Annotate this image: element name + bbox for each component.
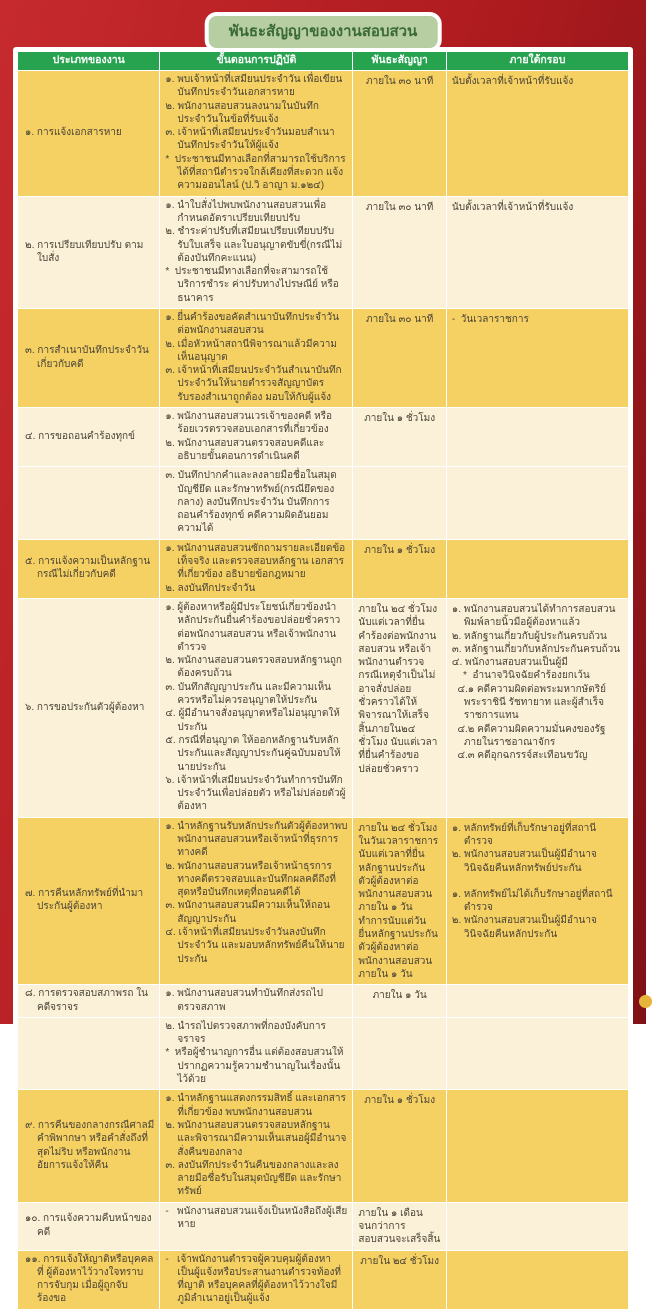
table-body <box>18 70 629 1309</box>
step-line: ๒. พนักงานสอบสวนตรวจสอบหลักฐานถูกต้องครบถ้วน <box>165 655 342 680</box>
framework-line: นับตั้งเวลาที่เจ้าหน้าที่รับแจ้ง <box>451 201 574 213</box>
steps-cell <box>160 309 353 408</box>
framework-cell <box>446 1090 628 1202</box>
framework-line: ๒. พนักงานสอบสวนเป็นผู้มีอำนาจวินิจฉัยคืนหลักทรัพย์ประกัน <box>451 849 597 874</box>
framework-line: ๑. หลักทรัพย์ที่เก็บรักษาอยู่ที่สถานีตำรวจ <box>451 822 597 847</box>
work-type-text: ๕. การแจ้งความเป็นหลักฐาน กรณีไม่เกี่ยวกับคดี <box>25 556 153 581</box>
step-line: ๑. ยื่นคำร้องขอคัดสำเนาบันทึกประจำวันต่อพนักงานสอบสวน <box>165 312 339 337</box>
commitments-table-frame <box>13 47 633 1314</box>
work-type-cell <box>18 1202 160 1250</box>
table-row-9 <box>18 985 629 1018</box>
table-row-13 <box>18 1250 629 1309</box>
framework-cell <box>446 1202 628 1250</box>
steps-cell <box>160 539 353 598</box>
work-type-cell <box>18 985 160 1018</box>
work-type-text: ๘. การตรวจสอบสภาพรถ ในคดีจราจร <box>25 988 148 1013</box>
framework-cell <box>446 1017 628 1089</box>
framework-line: ๔.๓ คดีอุกฉกรรจ์สะเทือนขวัญ <box>451 750 588 762</box>
framework-line: ๔. พนักงานสอบสวนเป็นผู้มี <box>451 657 568 669</box>
framework-line: ๔.๒ คดีความผิดความมั่นคงของรัฐภายในราชอาณาจักร <box>451 723 606 748</box>
framework-cell <box>446 70 628 196</box>
step-line: ๒. ลงบันทึกประจำวัน <box>165 582 256 594</box>
step-line: - พนักงานสอบสวนแจ้งเป็นหนังสือถึงผู้เสียหาย <box>165 1205 348 1230</box>
step-line: ๓. พนักงานสอบสวนมีความเห็นให้ถอนสัญญาประกัน <box>165 900 330 925</box>
table-header-row <box>18 52 629 71</box>
steps-cell <box>160 985 353 1018</box>
steps-cell <box>160 1202 353 1250</box>
steps-cell <box>160 598 353 817</box>
step-line: ๒. พนักงานสอบสวนตรวจสอบหลักฐาน และพิจารณามีความเห็นเสนอผู้มีอำนาจสั่งคืนของกลาง <box>165 1119 347 1158</box>
commitment-text: ภายใน ๓๐ นาที <box>365 201 434 213</box>
table-row-7 <box>18 598 629 817</box>
commitment-cell <box>353 539 446 598</box>
step-line: ๓. บันทึกปากคำและลงลายมือชื่อในสมุดบัญชียึด และรักษาทรัพย์(กรณียึดของกลาง) ลงบันทึกประจำวัน บันทึกการถอนคำร้องทุกข์ คดีความผิดอันยอมความได้ <box>165 470 337 535</box>
step-line: ๒. พนักงานสอบสวนตรวจสอบคดีและอธิบายขั้นตอนการดำเนินคดี <box>165 437 325 462</box>
table-row-1 <box>18 70 629 196</box>
framework-cell <box>446 598 628 817</box>
framework-cell <box>446 539 628 598</box>
column-header-4: ภายใต้กรอบ <box>446 52 628 71</box>
commitment-cell <box>353 196 446 308</box>
work-type-text: ๖. การขอประกันตัวผู้ต้องหา <box>25 701 145 713</box>
page-title: พันธะสัญญาของงานสอบสวน <box>205 12 442 52</box>
step-line: - เจ้าพนักงานตำรวจผู้ควบคุมผู้ต้องหาเป็นผู้แจ้งหรือประสานงานตำรวจท้องที่ ที่ญาติ หรือบุคคลที่ผู้ต้องหาไว้วางใจมีภูมิลำเนาอยู่เป็นผู้แจ้ง <box>165 1253 344 1305</box>
work-type-cell <box>18 817 160 985</box>
table-row-3 <box>18 309 629 408</box>
commitment-cell <box>353 467 446 539</box>
table-row-2 <box>18 196 629 308</box>
steps-cell <box>160 1017 353 1089</box>
column-header-1: ประเภทของงาน <box>18 52 160 71</box>
step-line: ๑. พบเจ้าหน้าที่เสมียนประจำวัน เพื่อเขียนบันทึกประจำวันเอกสารหาย <box>165 73 343 99</box>
commitment-text: ภายใน ๒๔ ชั่วโมงในวันเวลาราชการนับแต่เวลาที่ยื่นหลักฐานประกันตัวผู้ต้องหาต่อพนักงานสอบสวนภายใน ๑ วันทำการนับแต่วัน ยื่นหลักฐานประกันตัวผู้ต้องหาต่อพนักงานสอบสวน ภายใน ๑ วัน <box>358 822 439 980</box>
step-line: ๑. นำหลักฐานแสดงกรรมสิทธิ์ และเอกสารที่เกี่ยวข้อง พบพนักงานสอบสวน <box>165 1093 346 1118</box>
step-line: ๒. ชำระค่าปรับที่เสมียนเปรียบเทียบปรับ รับใบเสร็จ และใบอนุญาตขับขี่(กรณีไม่ต้องบันทึกคะแนน) <box>165 226 343 264</box>
step-line: ๓. เจ้าหน้าที่เสมียนประจำวันมอบสำเนาบันทึกประจำวันให้ผู้แจ้ง <box>165 127 335 152</box>
commitment-cell <box>353 817 446 985</box>
framework-cell <box>446 408 628 467</box>
framework-line: ๒. หลักฐานเกี่ยวกับผู้ประกันครบถ้วน <box>451 630 607 642</box>
commitment-cell <box>353 309 446 408</box>
commitment-text: ภายใน ๓๐ นาที <box>365 314 434 325</box>
commitment-text: ภายใน ๑ วัน <box>372 990 427 1002</box>
steps-cell <box>160 467 353 539</box>
work-type-text: ๔. การขอถอนคำร้องทุกข์ <box>25 431 135 443</box>
table-row-6 <box>18 539 629 598</box>
commitment-cell <box>353 70 446 196</box>
work-type-text: ๑๐. การแจ้งความคืบหน้าของคดี <box>25 1213 152 1238</box>
step-line: ๕. กรณีที่อนุญาต ให้ออกหลักฐานรับหลักประกันและสัญญาประกันคู่ฉบับมอบให้นายประกัน <box>165 734 341 773</box>
column-header-3: พันธะสัญญา <box>353 52 446 71</box>
table-row-8 <box>18 817 629 985</box>
commitment-cell <box>353 1250 446 1309</box>
step-line: ๔. เจ้าหน้าที่เสมียนประจำวันลงบันทึกประจำวัน และมอบหลักทรัพย์คืนให้นายประกัน <box>165 927 345 965</box>
table-row-5 <box>18 467 629 539</box>
commitment-text: ภายใน ๒๔ ชั่วโมง <box>360 1255 440 1267</box>
framework-line: - วันเวลาราชการ <box>451 314 529 325</box>
commitment-text: ภายใน ๑ เดือน จนกว่าการสอบสวนจะเสร็จสิ้น <box>358 1207 441 1246</box>
framework-line: * อำนาจวินิจฉัยคำร้องยกเว้น <box>451 670 590 682</box>
framework-line: ๑. พนักงานสอบสวนได้ทำการสอบสวนพิมพ์ลายนิ้วมือผู้ต้องหาแล้ว <box>451 603 616 629</box>
table-row-12 <box>18 1202 629 1250</box>
framework-line: ๔.๑ คดีความผิดต่อพระมหากษัตริย์ พระราชินี รัชทายาท และผู้สำเร็จราชการแทน <box>451 683 609 722</box>
commitment-text: ภายใน ๑ ชั่วโมง <box>364 544 436 556</box>
work-type-cell <box>18 408 160 467</box>
work-type-cell <box>18 196 160 308</box>
step-line: ๑. ผู้ต้องหาหรือผู้มีประโยชน์เกี่ยวข้องนำหลักประกันยื่นคำร้องขอปล่อยชั่วคราวต่อพนักงานสอบสวน หรือเจ้าพนักงานตำรวจ <box>165 601 341 653</box>
work-type-text: ๒. การเปรียบเทียบปรับ ตามใบสั่ง <box>25 239 144 264</box>
commitment-cell <box>353 598 446 817</box>
commitment-text: ภายใน ๑ ชั่วโมง <box>364 1095 436 1107</box>
framework-line: ๒. พนักงานสอบสวนเป็นผู้มีอำนาจวินิจฉัยคืนหลักประกัน <box>451 915 597 940</box>
step-line: ๓. เจ้าหน้าที่เสมียนประจำวันสำเนาบันทึกประจำวันให้นายตำรวจสัญญาบัตรรับรองสำเนาถูกต้อง มอบให้กับผู้แจ้ง <box>165 365 342 403</box>
steps-cell <box>160 70 353 196</box>
step-line: ๒. นำรถไปตรวจสภาพที่กองบังคับการจราจร <box>165 1020 326 1046</box>
table-row-11 <box>18 1090 629 1202</box>
commitment-text: ภายใน ๑ ชั่วโมง <box>364 413 436 425</box>
framework-line: ๑. หลักทรัพย์ไม่ได้เก็บรักษาอยู่ที่สถานีตำรวจ <box>451 888 613 914</box>
step-line: ๒. พนักงานสอบสวนหรือเจ้าหน้าธุรการทางคดีตรวจสอบและบันทึกผลคดีถึงที่สุดหรือบันทึกเหตุที่ถอนคดีได้ <box>165 860 336 899</box>
work-type-cell <box>18 70 160 196</box>
steps-cell <box>160 1250 353 1309</box>
work-type-text: ๓. การสำเนาบันทึกประจำวัน เกี่ยวกับคดี <box>25 345 152 370</box>
steps-cell <box>160 196 353 308</box>
decorative-circle <box>639 995 652 1008</box>
commitment-cell <box>353 1202 446 1250</box>
work-type-text: ๑. การแจ้งเอกสารหาย <box>25 127 122 139</box>
step-line: ๒. เมื่อหัวหน้าสถานีพิจารณาแล้วมีความเห็นอนุญาต <box>165 338 338 363</box>
framework-line: นับตั้งเวลาที่เจ้าหน้าที่รับแจ้ง <box>451 75 574 87</box>
column-header-2: ขั้นตอนการปฏิบัติ <box>160 52 353 71</box>
framework-line: ๓. หลักฐานเกี่ยวกับหลักประกันครบถ้วน <box>451 643 621 655</box>
step-line: * หรือผู้ชำนาญการอื่น แต่ต้องสอบสวนให้ปรากฏความรู้ความชำนาญในเรื่องนั้นไว้ด้วย <box>165 1047 344 1086</box>
step-line: ๑. พนักงานสอบสวนเวรเจ้าของคดี หรือร้อยเวรตรวจสอบเอกสารที่เกี่ยวข้อง <box>165 411 333 436</box>
table-row-10 <box>18 1017 629 1089</box>
step-line: * ประชาชนมีทางเลือกที่สามารถใช้บริการได้ที่สถานีตำรวจใกล้เคียงที่สะดวก แจ้งความออนไลน์ (ป.วิ อาญา ม.๑๒๔) <box>165 153 346 192</box>
work-type-cell <box>18 1017 160 1089</box>
commitment-text: ภายใน ๒๔ ชั่วโมงนับแต่เวลาที่ยื่นคำร้องต่อพนักงานสอบสวน หรือเจ้าพนักงานตำรวจกรณีเหตุจำเป็นไม่อาจสั่งปล่อยชั่วคราวได้ให้พิจารณาให้เสร็จสิ้นภายใน๒๔ ชั่วโมง นับแต่เวลาที่ยื่นคำร้องขอปล่อยชั่วคราว <box>358 603 438 775</box>
step-line: ๔. ผู้มีอำนาจสั่งอนุญาตหรือไม่อนุญาตให้ประกัน <box>165 708 340 733</box>
step-line: ๓. บันทึกสัญญาประกัน และมีความเห็นควรหรือไม่ควรอนุญาตให้ประกัน <box>165 681 331 707</box>
step-line: * ประชาชนมีทางเลือกที่จะสามารถใช้บริการชำระ ค่าปรับทางไปรษณีย์ หรือธนาคาร <box>165 266 339 304</box>
framework-cell <box>446 196 628 308</box>
steps-cell <box>160 408 353 467</box>
step-line: ๖. เจ้าหน้าที่เสมียนประจำวันทำการบันทึกประจำวันเพื่อปล่อยตัว หรือไม่ปล่อยตัวผู้ต้องหา <box>165 774 346 813</box>
step-line: ๑. พนักงานสอบสวนทำบันทึกส่งรถไป ตรวจสภาพ <box>165 988 326 1013</box>
work-type-cell <box>18 539 160 598</box>
table-row-4 <box>18 408 629 467</box>
work-type-cell <box>18 1250 160 1309</box>
framework-cell <box>446 467 628 539</box>
step-line: ๑. นำใบสั่งไปพบพนักงานสอบสวนเพื่อกำหนดอัตราเปรียบเทียบปรับ <box>165 199 327 224</box>
commitment-cell <box>353 408 446 467</box>
step-line: ๒. พนักงานสอบสวนลงนามในบันทึกประจำวันในข้อที่รับแจ้ง <box>165 100 319 125</box>
work-type-text: ๑๑. การแจ้งให้ญาติหรือบุคคลที่ ผู้ต้องหาไว้วางใจทราบการจับกุม เมื่อผู้ถูกจับร้องขอ <box>25 1253 154 1305</box>
commitment-cell <box>353 985 446 1018</box>
steps-cell <box>160 1090 353 1202</box>
work-type-cell <box>18 309 160 408</box>
step-line: ๑. พนักงานสอบสวนซักถามรายละเอียดข้อเท็จจริง และตรวจสอบหลักฐาน เอกสารที่เกี่ยวข้อง อธิบายข้อกฎหมาย <box>165 542 346 581</box>
step-line: ๓. ลงบันทึกประจำวันคืนของกลางและลงลายมือชื่อรับในสมุดบัญชียึด และรักษาทรัพย์ <box>165 1159 342 1198</box>
steps-cell <box>160 817 353 985</box>
commitment-cell <box>353 1017 446 1089</box>
work-type-cell <box>18 467 160 539</box>
commitment-cell <box>353 1090 446 1202</box>
framework-cell <box>446 817 628 985</box>
commitment-text: ภายใน ๓๐ นาที <box>365 75 434 87</box>
work-type-cell <box>18 598 160 817</box>
framework-gap <box>452 875 623 888</box>
framework-cell <box>446 309 628 408</box>
work-type-text: ๗. การคืนหลักทรัพย์ที่นำมา ประกันผู้ต้องหา <box>25 888 146 913</box>
commitments-table <box>17 51 629 1310</box>
framework-cell <box>446 985 628 1018</box>
work-type-text: ๙. การคืนของกลางกรณีศาลมี คำพิพากษา หรือคำสั่งถึงที่สุดไม่ริบ หรือพนักงานอัยการแจ้งให้คืน <box>25 1119 158 1171</box>
step-line: ๑. นำหลักฐานรับหลักประกันตัวผู้ต้องหาพบพนักงานสอบสวนหรือเจ้าหน้าที่ธุรการทางคดี <box>165 820 348 859</box>
framework-cell <box>446 1250 628 1309</box>
work-type-cell <box>18 1090 160 1202</box>
